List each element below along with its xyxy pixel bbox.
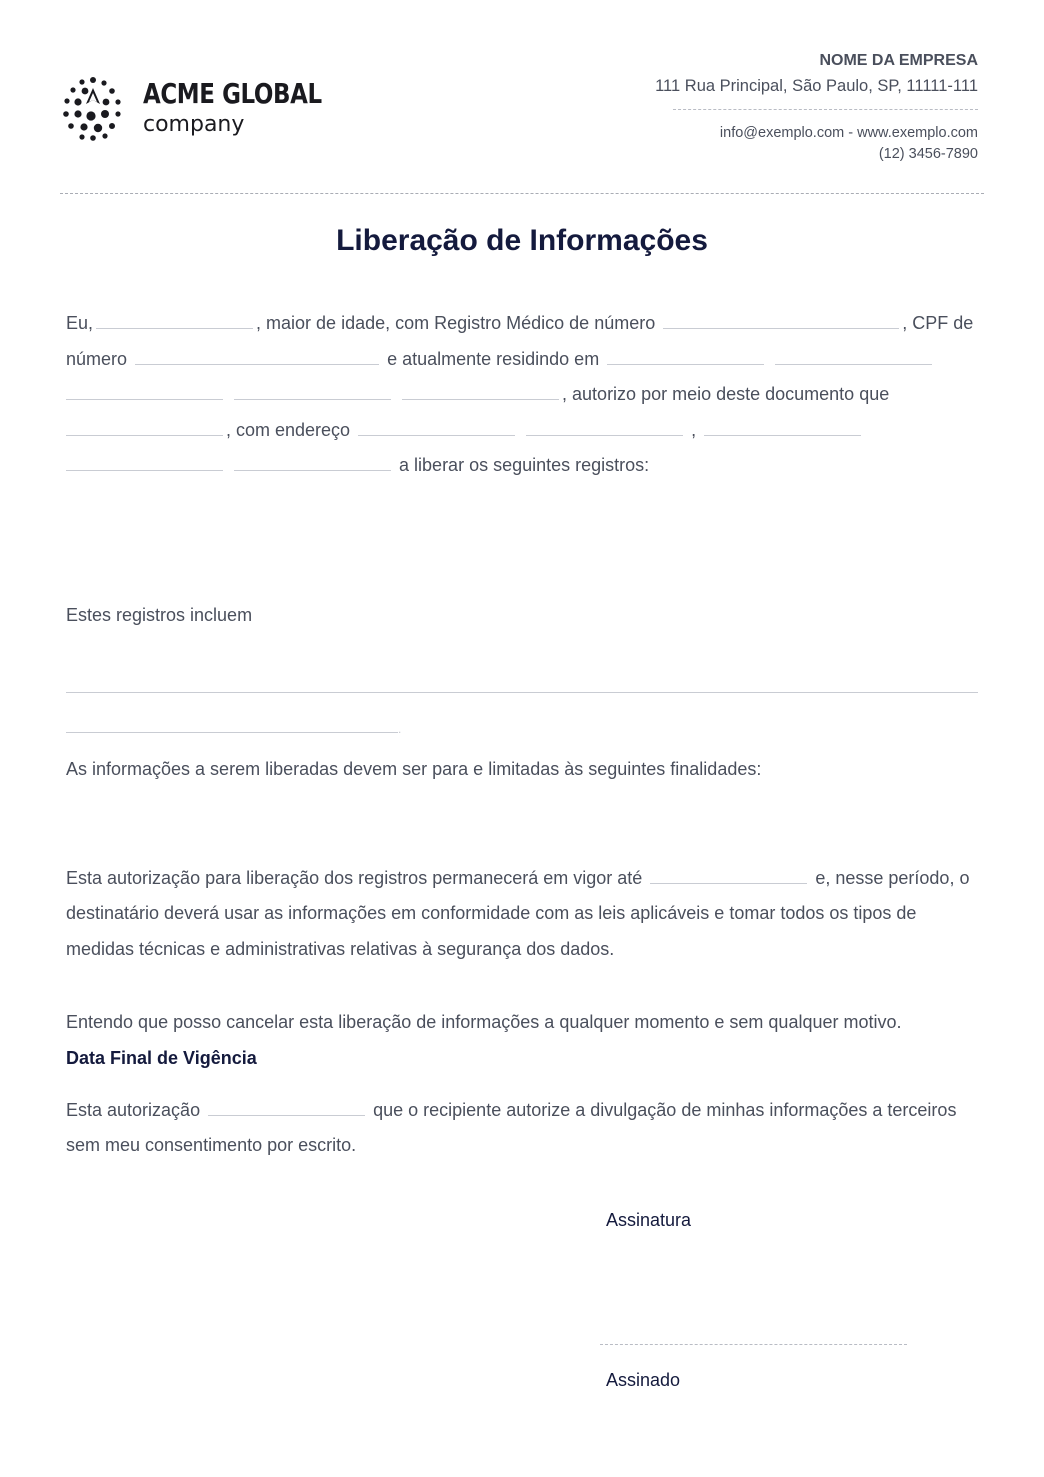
recipient-blank[interactable] <box>66 421 223 436</box>
medical-record-blank[interactable] <box>663 314 899 329</box>
records-end: . <box>398 722 402 736</box>
disclosure-paragraph <box>66 1093 978 1164</box>
validity-text: e, nesse período, o destinatário deverá usar as informações em conformidade com as leis aplicáveis e tomar todos os tipos de medidas técnicas e administrativas relativas à segurança dos dados. <box>66 867 970 959</box>
company-divider <box>673 109 978 110</box>
address-blank[interactable] <box>66 385 223 400</box>
intro-text: , autorizo por meio deste documento que <box>562 384 890 404</box>
logo-subtitle: company <box>143 112 245 137</box>
company-address: 111 Rua Principal, São Paulo, SP, 11111-111 <box>655 77 978 95</box>
intro-text: , <box>691 419 697 440</box>
document-body <box>66 306 978 1164</box>
intro-text: , CPF de número <box>66 313 974 369</box>
intro-paragraph <box>66 306 978 484</box>
validity-paragraph <box>66 861 978 968</box>
final-date-heading: Data Final de Vigência <box>66 1047 257 1068</box>
address-blank[interactable] <box>402 385 559 400</box>
address-blank[interactable] <box>775 350 932 365</box>
signed-label: Assinado <box>606 1370 681 1390</box>
company-name: NOME DA EMPRESA <box>819 52 978 69</box>
signature-label: Assinatura <box>606 1210 692 1230</box>
globe-dots-icon <box>60 74 126 142</box>
header-divider <box>60 193 984 194</box>
disclosure-text: que o recipiente autorize a divulgação de minhas informações a terceiros sem meu consentimento por escrito. <box>66 1099 957 1155</box>
recipient-address-blank[interactable] <box>234 456 391 471</box>
logo-name: ACME GLOBAL <box>143 77 322 110</box>
signature-line[interactable] <box>600 1344 907 1345</box>
company-contact <box>655 123 978 165</box>
cancel-paragraph: Entendo que posso cancelar esta liberação de informações a qualquer momento e sem qualquer motivo. <box>66 1012 902 1032</box>
intro-text: , maior de idade, com Registro Médico de número <box>256 313 656 333</box>
address-blank[interactable] <box>234 385 391 400</box>
name-blank[interactable] <box>96 314 253 329</box>
disclosure-text: Esta autorização <box>66 1099 201 1120</box>
disclosure-blank[interactable] <box>208 1101 365 1116</box>
cpf-blank[interactable] <box>135 350 379 365</box>
page-title: Liberação de Informações <box>336 224 708 257</box>
company-info <box>655 51 978 165</box>
address-blank[interactable] <box>607 350 764 365</box>
recipient-address-blank[interactable] <box>704 421 861 436</box>
records-blank-row <box>66 722 978 736</box>
company-email-website: info@exemplo.com - www.exemplo.com <box>719 125 978 141</box>
records-blank-line[interactable] <box>66 732 398 733</box>
signature-block <box>600 1210 691 1231</box>
records-blank-line[interactable] <box>66 692 978 693</box>
intro-text: e atualmente residindo em <box>387 348 600 369</box>
intro-text: a liberar os seguintes registros: <box>399 455 650 475</box>
recipient-address-blank[interactable] <box>526 421 683 436</box>
intro-text: , com endereço <box>226 419 351 440</box>
intro-text: Eu, <box>66 313 94 333</box>
recipient-address-blank[interactable] <box>358 421 515 436</box>
records-label: Estes registros incluem <box>66 604 253 625</box>
end-date-blank[interactable] <box>650 869 807 884</box>
validity-text: Esta autorização para liberação dos registros permanecerá em vigor até <box>66 867 643 888</box>
company-logo <box>60 74 361 142</box>
company-phone: (12) 3456-7890 <box>878 146 978 162</box>
recipient-address-blank[interactable] <box>66 456 223 471</box>
purposes-label: As informações a serem liberadas devem ser para e limitadas às seguintes finalidades: <box>66 759 762 779</box>
